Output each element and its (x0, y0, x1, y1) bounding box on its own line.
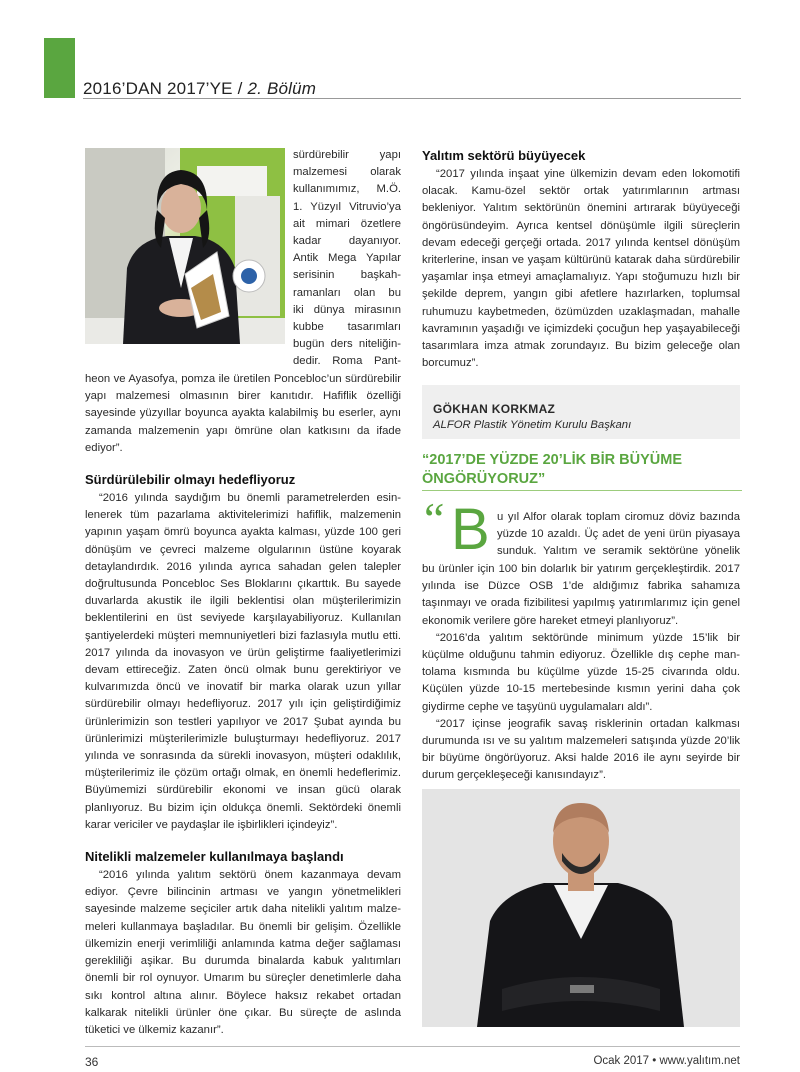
issue-and-website: Ocak 2017 • www.yalıtım.net (593, 1055, 740, 1067)
paragraph-nitelikli: “2016 yılında yalıtım sektörü önem kazanmaya devam ediyor. Çevre bilincinin artması ve yangın yönetmelikleri sayesinde malzeme seçiciler artık daha nitelikli yalıtım malzemeleri kullanmaya başladılar. Bu önemli bir gelişim. Özellikle ülkemizin enerji verimliliği anlamında katma değer sağlaması gerekliliği aşikar. Bu durumda binalarda kabuk yalıtımları önemli bir rol oynuyor. Umarım bu süreçler denetimlerle daha sıkı kontrol altına alınır. Böylece haksız rekabet ortadan kalkarak nitelikli ürünler öne çıkar. Bu süreçte de aslında tüketici ve ülkemiz kazanır”. (85, 869, 401, 1036)
paragraph-alfor-2: “2016’da yalıtım sektöründe minimum yüzde 15’lik bir küçülme olduğunu tahmin ediyoruz. Özellikle dış cephe mantolama kısmında bu küçülme yüzde 15-25 civarında oldu. Küçülen yüzde 10-15 mertebesinde kısmın yerini daha çok giydirme cephe ve taşyünü uygulamaları aldı”. (422, 631, 740, 713)
person-name: GÖKHAN KORKMAZ (433, 402, 556, 416)
intro-paragraph: heon ve Ayasofya, pomza ile üretilen Poncebloc’un sürdürebilir yapı malzemesi olmasının birer kanıtıdır. Hafiflik özelliği sayesinde yüzyıllar boyunca ayakta kalabilmiş bu eserler, aynı zamanda malzemenin yapı ömrüne olan katkısını da ifade ediyor”. (85, 373, 401, 454)
footer-divider (85, 1046, 740, 1047)
dropcap-lines: u yıl Alfor olarak toplam ciromuz döviz bazında yüzde 10 azaldı. Üç adet de yeni ürün piyasaya sunduk. Yalıtım ve seramik sektörüne yönelik (497, 511, 740, 558)
page-number: 36 (85, 1055, 99, 1069)
left-column (85, 371, 401, 1039)
quote-mark: “ (424, 493, 445, 544)
right-column-top (422, 147, 740, 372)
paragraph-alfor-3: “2017 içinse jeografik savaş risklerinin ortadan kalkması durumunda ısı ve su yalıtım malzemeleri satışında yüzde 20’lik bir büyüme öngörüyoruz. Aksi halde 2016 ile aynı seyirde bir durum gerçekleşeceği kanısındayız”. (422, 717, 740, 782)
paragraph-yalitim-sektoru: “2017 yılında inşaat yine ülkemizin devam eden lokomotifi olacak. Kamu-özel sektör ortak yatırımlarının artması bekleniyor. Yalıtım sektörünün önemini artırarak büyüyeceği öngörüsündeyim. Ayrıca kentsel dönüşümle ilgili süreçlerin devam edeceği gerçeği ortada. 2017 yılında kentsel dönüşüm kriterlerine, insan ve yaşam kültürünü katarak daha sürdürebilir yaşamlar inşa etmeyi amaçlamalıyız. Yapı stoğumuzu hızlı bir şekilde deprem, yangın gibi afetlere hazırlarken, toplumsal ruhumuzu kaybetmeden, özümüzden uzaklaşmadan, mahalle kavramının yaşadığı ve içimizdeki çocuğun hep yaşayabileceği tasarımlara imza atmak zorundayız. Bu bizim geleceğe olan borcumuz”. (422, 168, 740, 370)
portrait-photo-man (422, 789, 740, 1027)
paragraph-surdurulebilir: “2016 yılında saydığım bu önemli parametrelerden esinlenerek tüm pazarlama aktivitelerimizi hafiflik, malzemenin yapının yaşam ömrü boyunca ayakta kalması, yüzde 100 geri dönüşüm ve çevreci malzeme olgularının üstüne koyarak detaylandırdık. 2016 yılında ayrıca sahadan gelen talepler doğrultusunda Poncebloc Ses Bloklarını çıkarttık. Bu sayede duvarlarda akustik ile ilgili beklentisi olan müşterilerimizin beklentilerini en üst seviyede karşılayabiliyoruz. Kullanılan şantiyelerdeki müşteri memnuniyetleri bizi fazlasıyla mutlu etti. 2017 yılında da inovasyon ve ürün geliştirme faaliyetlerimizi devam ettireceğiz. Zaten öncü olmak bunu gerektiriyor ve kulvarımızda öncü ve inovatif bir marka olarak uzun yıllar sürdürebilir olmayı hedefliyoruz. 2017 yılı için geliştirdiğimiz ürünlerimizin son testleri yapılıyor ve 2017 Şubat ayında bu ürünlerimizi müşterilerimizle buluşturmayı hedefliyoruz. 2017 yılında ve sonrasında da sürekli inovasyon, müşteri odaklılık, müşterilerimiz ile çözüm ortağı olmak, en önemli hedeflerimiz. Büyümemizi sürdürebilir ekonomi ve insan gücü olarak planlıyoruz. Bu bizim için oldukça önemli. Sektördeki önemli karar vericiler ve paydaşlar ile işbirlikleri içindeyiz”. (85, 492, 401, 831)
intro-wrap-text: sürdürebilir yapı malzemesi olarak kullanımımız, M.Ö. 1. Yüzyıl Vitruvio’ya ait mimari özetlere kadar dayanıyor. Antik Mega Yapılar serisinin başkah- ramanları olan bu iki dünya mirasının kubbe tasarımları bugün ders niteliğin- dedir. Roma Pant- (293, 149, 401, 368)
header-divider (83, 98, 741, 99)
person-title: ALFOR Plastik Yönetim Kurulu Başkanı (433, 419, 632, 431)
subheading-yalitim-sektoru: Yalıtım sektörü büyüyecek (422, 148, 586, 163)
section-header: 2016’DAN 2017’YE / 2. Bölüm (83, 79, 317, 98)
right-column-bottom (422, 561, 740, 785)
subheading-nitelikli: Nitelikli malzemeler kullanılmaya başlandı (85, 849, 344, 865)
headline-divider (422, 490, 742, 491)
portrait-photo-woman (85, 148, 285, 344)
section-color-bar (44, 38, 75, 98)
headline: “2017’DE YÜZDE 20’LİK BİR BÜYÜME ÖNGÖRÜYORUZ” (422, 452, 682, 487)
subheading-surdurulebilir: Sürdürülebilir olmayı hedefliyoruz (85, 472, 296, 488)
drop-cap: B (451, 497, 490, 562)
paragraph-alfor-1: bu ürünler için 100 bin dolarlık bir yatırım gerçekleştirdik. 2017 yılında ise Düzce OSB 1’de aldığımız fabrika sahamıza taşınmayı ve orada fizibilitesi yapılmış yatırımlarımız için genel ekonomik verilere göre hareket etmeyi planlıyoruz”. (422, 563, 740, 627)
